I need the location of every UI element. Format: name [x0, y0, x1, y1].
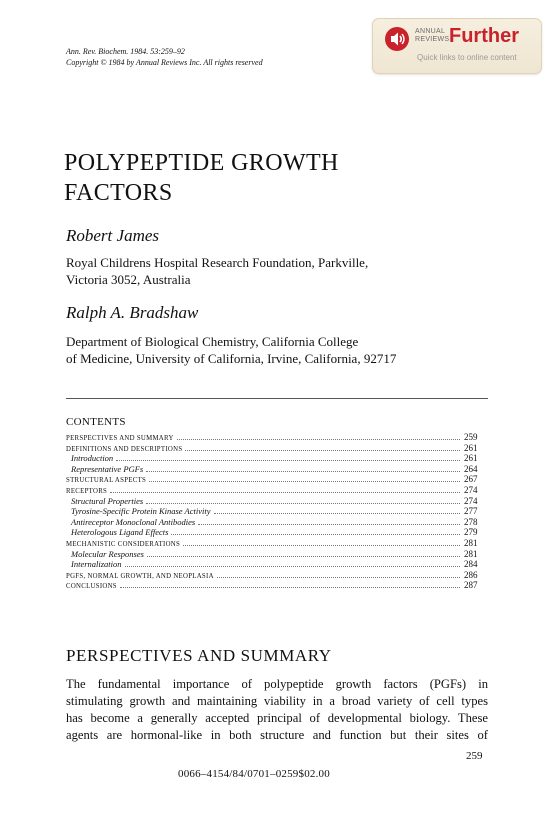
section-divider	[66, 398, 488, 399]
toc-entry-label: Molecular Responses	[71, 548, 144, 559]
section-heading: PERSPECTIVES AND SUMMARY	[66, 646, 332, 665]
toc-entry[interactable]	[66, 432, 490, 443]
toc-entry-page: 287	[464, 580, 478, 591]
toc-entry[interactable]	[66, 496, 490, 507]
toc-entry-page: 264	[464, 463, 478, 474]
toc-leader-dots	[110, 492, 460, 493]
toc-entry-page: 281	[464, 537, 478, 548]
body-line: stimulating growth and maintaining viability in a broad variety of cell types	[66, 694, 488, 708]
toc-leader-dots	[149, 481, 460, 482]
article-title: POLYPEPTIDE GROWTH FACTORS	[64, 150, 339, 206]
author-name: Robert James	[66, 226, 160, 245]
citation-journal: Ann. Rev. Biochem. 1984. 53:259–92	[66, 47, 185, 56]
toc-entry-page: 274	[464, 484, 478, 495]
toc-entry-label: Representative PGFs	[71, 463, 144, 474]
toc-entry[interactable]	[66, 559, 490, 570]
author-affiliation: Department of Biological Chemistry, California College of Medicine, University of California, Irvine, California, 92717	[66, 334, 397, 366]
toc-leader-dots	[185, 450, 460, 451]
toc-entry-page: 267	[464, 474, 478, 485]
toc-entry[interactable]	[66, 570, 490, 581]
toc-entry[interactable]	[66, 527, 490, 538]
toc-leader-dots	[147, 556, 460, 557]
toc-entry[interactable]	[66, 506, 490, 517]
toc-entry[interactable]	[66, 485, 490, 496]
toc-leader-dots	[146, 471, 460, 472]
toc-leader-dots	[125, 566, 460, 567]
toc-entry-label: Antireceptor Monoclonal Antibodies	[71, 516, 196, 527]
toc-entry-label: Tyrosine-Specific Protein Kinase Activity	[71, 506, 211, 517]
badge-further-label: Further	[449, 25, 519, 47]
body-line: The fundamental importance of polypeptide growth factors (PGFs) in	[66, 677, 488, 691]
author-name: Ralph A. Bradshaw	[66, 303, 199, 322]
toc-entry[interactable]	[66, 474, 490, 485]
toc-entry-page: 286	[464, 569, 478, 580]
author-affiliation: Royal Childrens Hospital Research Foundation, Parkville, Victoria 3052, Australia	[66, 255, 369, 287]
toc-entry-page: 261	[464, 442, 478, 453]
toc-entry-page: 278	[464, 516, 478, 527]
toc-entry[interactable]	[66, 538, 490, 549]
toc-entry-page: 279	[464, 527, 478, 538]
toc-entry-page: 284	[464, 559, 478, 570]
speaker-play-icon	[385, 27, 409, 51]
toc-entry[interactable]	[66, 517, 490, 528]
citation-copyright: Copyright © 1984 by Annual Reviews Inc. All rights reserved	[66, 58, 263, 67]
toc-entry-page: 261	[464, 453, 478, 464]
toc-entry[interactable]	[66, 549, 490, 560]
toc-leader-dots	[116, 460, 460, 461]
toc-leader-dots	[177, 439, 460, 440]
citation-header	[66, 46, 263, 68]
toc-entry[interactable]	[66, 464, 490, 475]
toc-entry-page: 277	[464, 506, 478, 517]
annual-reviews-further-badge[interactable]	[372, 18, 542, 74]
toc-leader-dots	[214, 513, 460, 514]
body-line: agents are hormonal-like in both structure and function but their sites of	[66, 728, 488, 742]
body-line: has become a generally accepted principal of developmental biology. These	[66, 711, 488, 725]
toc-entry-label: MECHANISTIC CONSIDERATIONS	[66, 540, 181, 548]
toc-entry-label: STRUCTURAL ASPECTS	[66, 477, 147, 485]
toc-leader-dots	[198, 524, 460, 525]
toc-entry-label: Introduction	[71, 453, 114, 464]
toc-entry-label: Internalization	[71, 559, 122, 570]
page-number: 259	[466, 750, 483, 762]
toc-entry-label: PGFS, NORMAL GROWTH, AND NEOPLASIA	[66, 572, 214, 580]
table-of-contents	[66, 432, 490, 591]
toc-entry-label: PERSPECTIVES AND SUMMARY	[66, 435, 174, 442]
toc-leader-dots	[217, 577, 460, 578]
toc-leader-dots	[183, 545, 460, 546]
toc-entry-label: DEFINITIONS AND DESCRIPTIONS	[66, 445, 183, 453]
toc-entry[interactable]	[66, 580, 490, 591]
body-paragraph	[66, 676, 488, 744]
footer-code: 0066–4154/84/0701–0259$02.00	[178, 768, 330, 780]
toc-entry-label: Heterologous Ligand Effects	[71, 527, 169, 538]
toc-entry[interactable]	[66, 443, 490, 454]
toc-entry-page: 281	[464, 548, 478, 559]
toc-entry-label: CONCLUSIONS	[66, 583, 117, 591]
toc-entry[interactable]	[66, 453, 490, 464]
badge-annual-reviews-label: ANNUAL REVIEWS	[415, 28, 450, 43]
toc-entry-page: 274	[464, 495, 478, 506]
badge-tagline: Quick links to online content	[417, 53, 517, 62]
toc-entry-label: RECEPTORS	[66, 487, 108, 495]
contents-heading: CONTENTS	[66, 416, 126, 428]
toc-leader-dots	[120, 587, 460, 588]
toc-entry-label: Structural Properties	[71, 495, 144, 506]
toc-entry-page: 259	[464, 432, 478, 442]
toc-leader-dots	[171, 534, 460, 535]
toc-leader-dots	[146, 503, 460, 504]
